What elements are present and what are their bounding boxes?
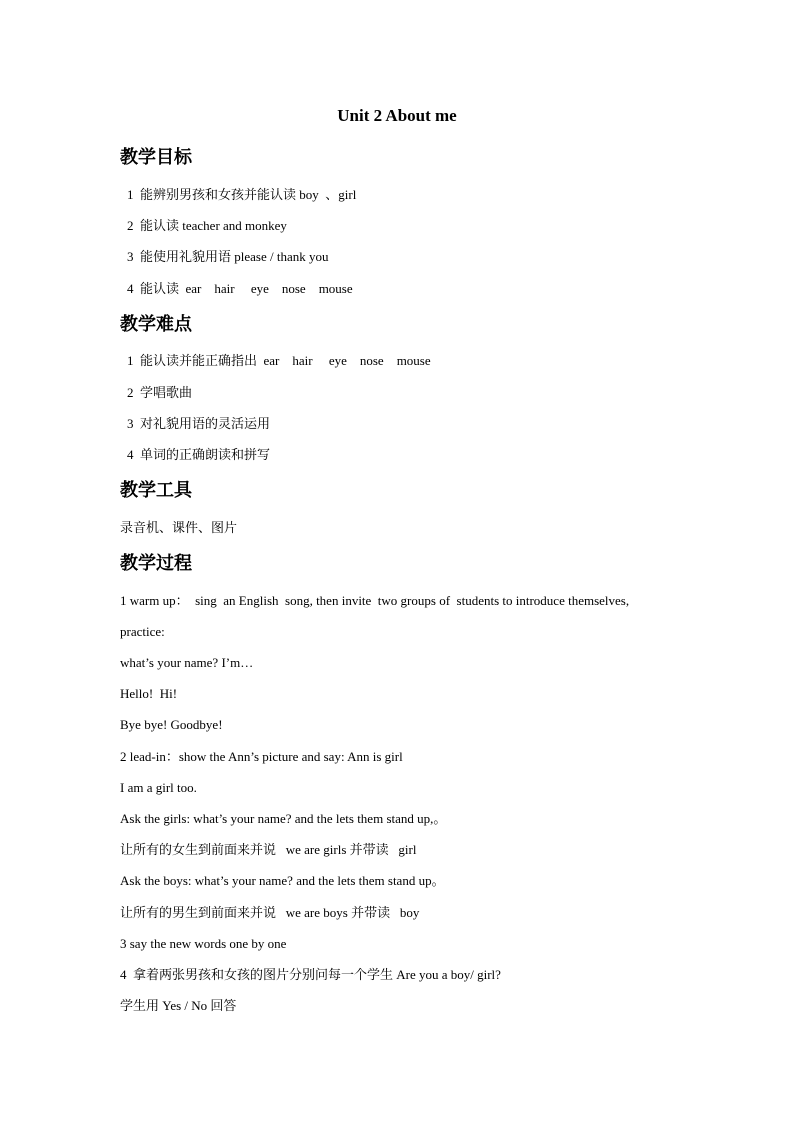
process-line-14: 学生用 Yes / No 回答: [120, 998, 237, 1013]
process-line-11: 让所有的男生到前面来并说 we are boys 并带读 boy: [120, 905, 420, 920]
difficulty-line-2: 2 学唱歌曲: [127, 385, 193, 400]
process-line-13: 4 拿着两张男孩和女孩的图片分别问每一个学生 Are you a boy/ girl?: [120, 967, 501, 982]
process-line-6: 2 lead-in：show the Ann’s picture and say: Ann is girl: [120, 749, 403, 764]
process-line-5: Bye bye! Goodbye!: [120, 717, 223, 732]
process-line-8: Ask the girls: what’s your name? and the lets them stand up,。: [120, 811, 447, 826]
section-heading-objectives: 教学目标: [120, 147, 192, 168]
difficulty-line-4: 4 单词的正确朗读和拼写: [127, 447, 271, 462]
tools-line-1: 录音机、课件、图片: [120, 520, 238, 535]
process-line-2: practice:: [120, 624, 165, 639]
objective-line-3: 3 能使用礼貌用语 please / thank you: [127, 249, 329, 264]
difficulty-line-3: 3 对礼貌用语的灵活运用: [127, 416, 271, 431]
process-line-9: 让所有的女生到前面来并说 we are girls 并带读 girl: [120, 842, 417, 857]
difficulty-line-1: 1 能认读并能正确指出 ear hair eye nose mouse: [127, 353, 431, 368]
objective-line-2: 2 能认读 teacher and monkey: [127, 218, 287, 233]
process-line-3: what’s your name? I’m…: [120, 655, 254, 670]
process-line-1: 1 warm up： sing an English song, then invite two groups of students to introduce themselves,: [120, 593, 630, 608]
process-line-4: Hello! Hi!: [120, 686, 178, 701]
process-line-10: Ask the boys: what’s your name? and the lets them stand up。: [120, 873, 445, 888]
objective-line-1: 1 能辨别男孩和女孩并能认读 boy 、girl: [127, 187, 357, 202]
section-heading-process: 教学过程: [120, 553, 192, 574]
process-line-12: 3 say the new words one by one: [120, 936, 287, 951]
document-title: Unit 2 About me: [337, 106, 457, 125]
objective-line-4: 4 能认读 ear hair eye nose mouse: [127, 281, 353, 296]
process-line-7: I am a girl too.: [120, 780, 197, 795]
section-heading-difficulties: 教学难点: [120, 314, 192, 335]
section-heading-tools: 教学工具: [120, 480, 192, 501]
